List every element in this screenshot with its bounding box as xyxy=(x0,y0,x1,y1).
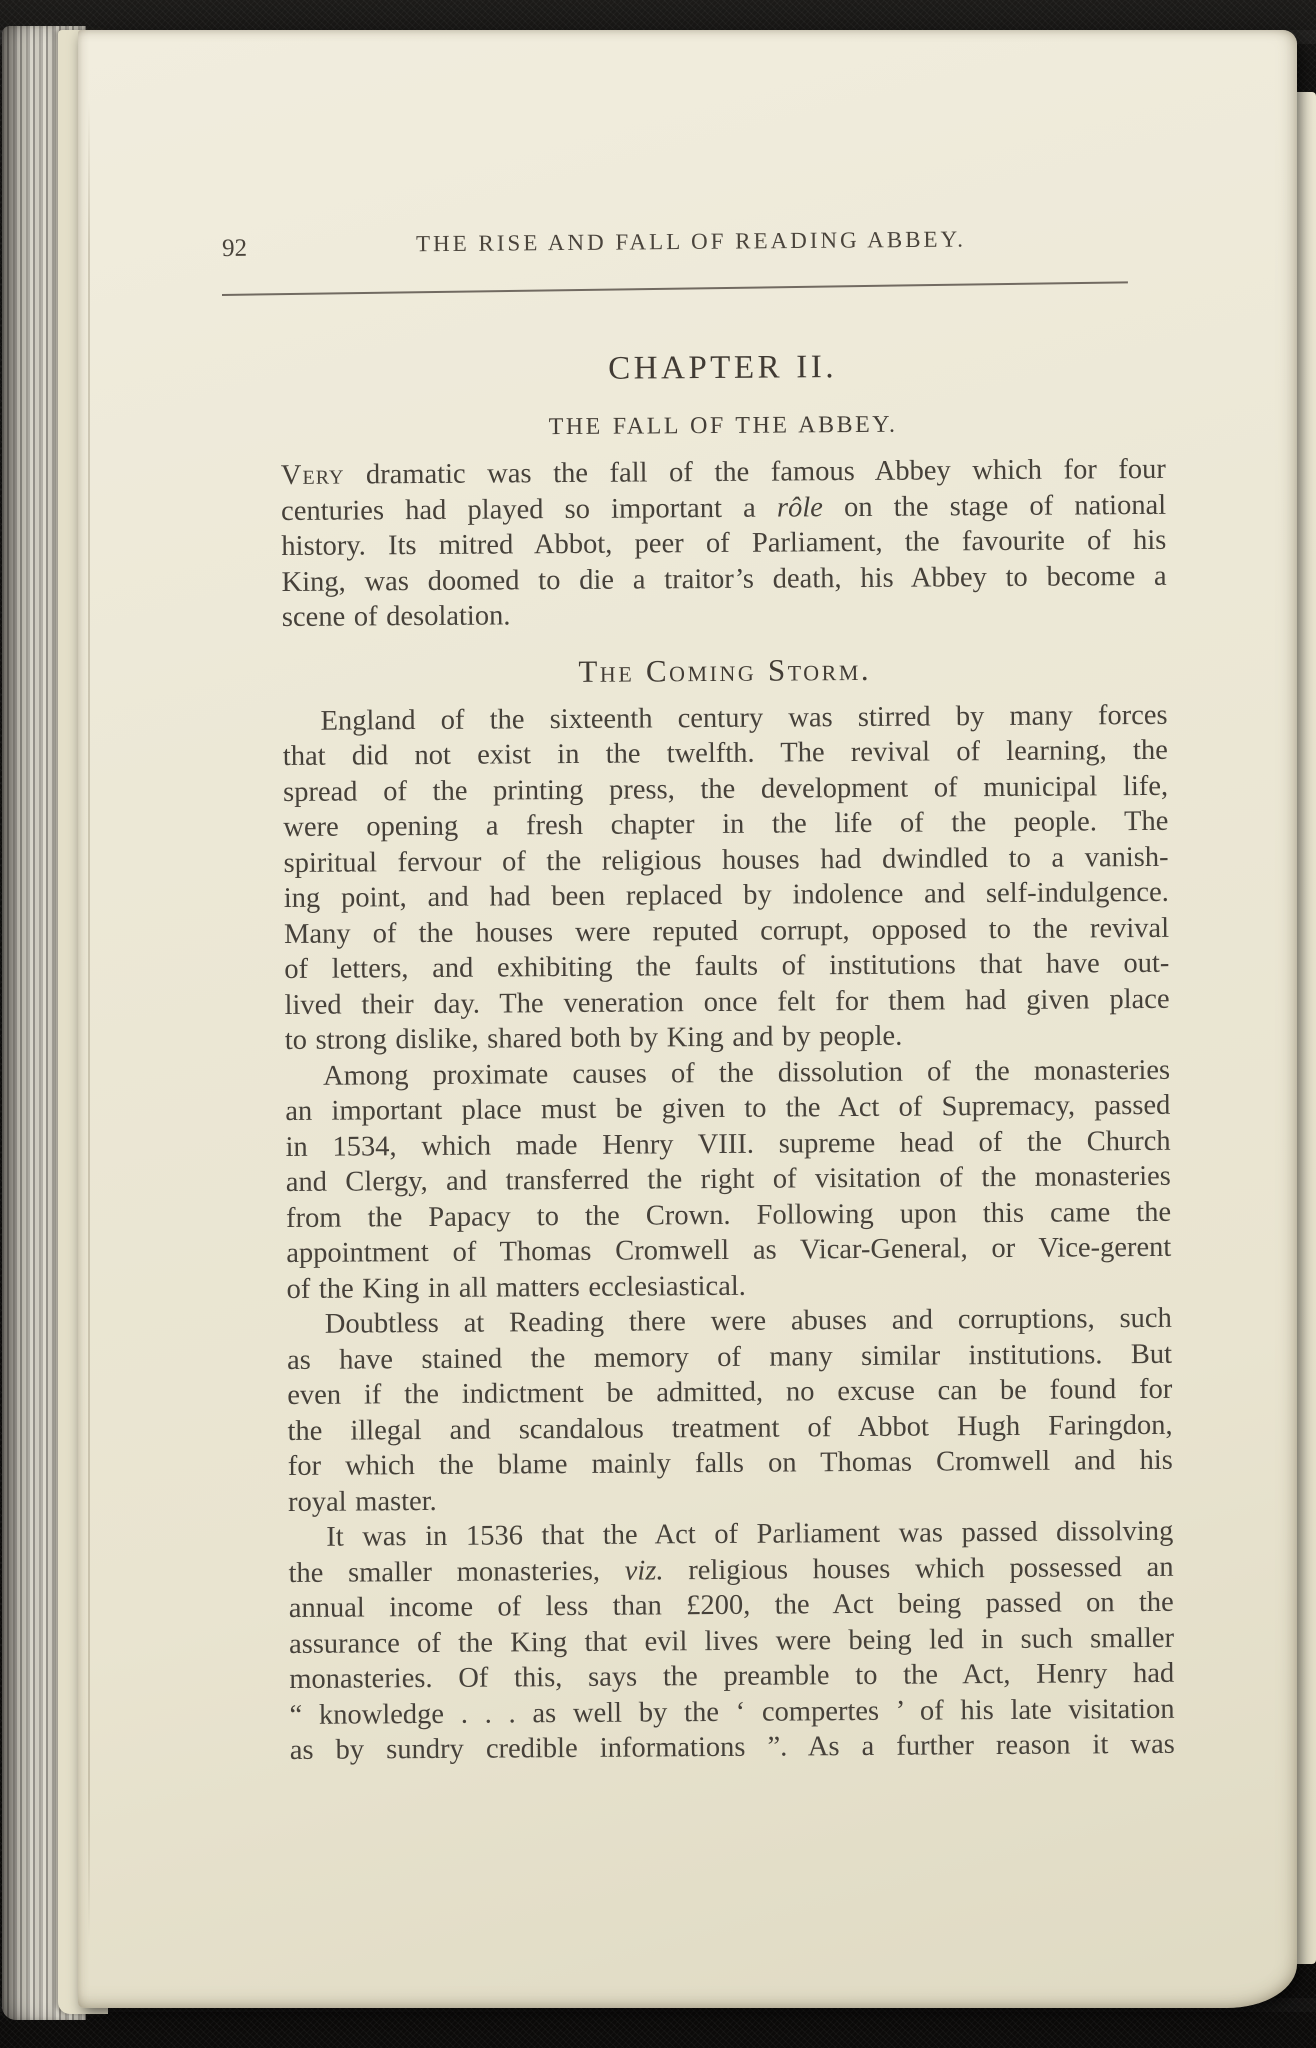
text-line: annual income of less than £200, the Act being passed on the xyxy=(288,1586,1174,1624)
text-line: for which the blame mainly falls on Thomas Cromwell and his xyxy=(287,1444,1173,1482)
paragraph xyxy=(288,1514,1175,1769)
text-line: from the Papacy to the Crown. Following upon this came the xyxy=(285,1196,1172,1234)
paragraph xyxy=(282,697,1169,1058)
text-line: assurance of the King that evil lives were being led in such smaller xyxy=(288,1622,1175,1660)
chapter-heading: CHAPTER II. xyxy=(608,349,838,387)
text-line: and Clergy, and transferred the right of visitation of the monasteries xyxy=(285,1160,1171,1198)
text-line: Very dramatic was the fall of the famous Abbey which for four xyxy=(280,453,1166,491)
text-line: history. Its mitred Abbot, peer of Parliament, the favourite of his xyxy=(281,524,1167,562)
text-line: that did not exist in the twelfth. The revival of learning, the xyxy=(282,734,1168,772)
text-line: centuries had played so important a rôle on the stage of national xyxy=(281,489,1167,527)
text-area xyxy=(280,344,1175,1769)
text-line: in 1534, which made Henry VIII. supreme head of the Church xyxy=(285,1125,1171,1163)
text-line: even if the indictment be admitted, no excuse can be found for xyxy=(287,1373,1173,1411)
text-line: Among proximate causes of the dissolution of the monasteries xyxy=(322,1054,1171,1092)
paragraph xyxy=(287,1301,1173,1520)
chapter-subheading: THE FALL OF THE ABBEY. xyxy=(548,411,898,441)
gutter-crease xyxy=(88,100,90,1940)
running-title: THE RISE AND FALL OF READING ABBEY. xyxy=(415,226,967,257)
text-line: the smaller monasteries, viz. religious houses which possessed an xyxy=(288,1551,1174,1589)
text-line: spread of the printing press, the development of municipal life, xyxy=(282,770,1169,808)
text-line: It was in 1536 that the Act of Parliament was passed dissolving xyxy=(326,1515,1174,1553)
text-line: an important place must be given to the Act of Supremacy, passed xyxy=(285,1089,1171,1127)
text-line: England of the sixteenth century was stirred by many forces xyxy=(320,699,1168,737)
text-line: Doubtless at Reading there were abuses and corruptions, such xyxy=(324,1302,1172,1340)
text-line: the illegal and scandalous treatment of Abbot Hugh Faringdon, xyxy=(287,1409,1173,1447)
text-line: as have stained the memory of many similar institutions. But xyxy=(286,1338,1173,1376)
text-line: spiritual fervour of the religious houses had dwindled to a vanish- xyxy=(283,841,1169,879)
section-heading: The Coming Storm. xyxy=(578,651,872,689)
text-line: King, was doomed to die a traitor’s death, his Abbey to become a xyxy=(281,560,1167,598)
text-line: of the King in all matters ecclesiastical. xyxy=(286,1270,746,1305)
text-line: as by sundry credible informations ”. As a further reason it was xyxy=(289,1728,1175,1766)
text-line: appointment of Thomas Cromwell as Vicar-General, or Vice-gerent xyxy=(286,1231,1172,1269)
page-number: 92 xyxy=(221,234,248,262)
text-line: Many of the houses were reputed corrupt, opposed to the revival xyxy=(283,912,1170,950)
running-head xyxy=(222,224,1160,260)
header-rule xyxy=(222,281,1128,296)
text-line: of letters, and exhibiting the faults of institutions that have out- xyxy=(284,947,1170,985)
paragraph xyxy=(281,452,1167,636)
text-line: were opening a fresh chapter in the life of the people. The xyxy=(283,805,1169,843)
text-line: monasteries. Of this, says the preamble to the Act, Henry had xyxy=(289,1657,1175,1695)
text-line: ing point, and had been replaced by indolence and self-indulgence. xyxy=(283,876,1169,914)
text-line: royal master. xyxy=(287,1485,437,1518)
text-line: scene of desolation. xyxy=(281,600,511,633)
paragraph xyxy=(285,1052,1172,1307)
book-page xyxy=(78,30,1297,2008)
text-line: “ knowledge . . . as well by the ‘ compertes ’ of his late visitation xyxy=(289,1693,1175,1731)
text-line: to strong dislike, shared both by King and by people. xyxy=(284,1020,903,1056)
text-line: lived their day. The veneration once felt for them had given place xyxy=(284,983,1170,1021)
